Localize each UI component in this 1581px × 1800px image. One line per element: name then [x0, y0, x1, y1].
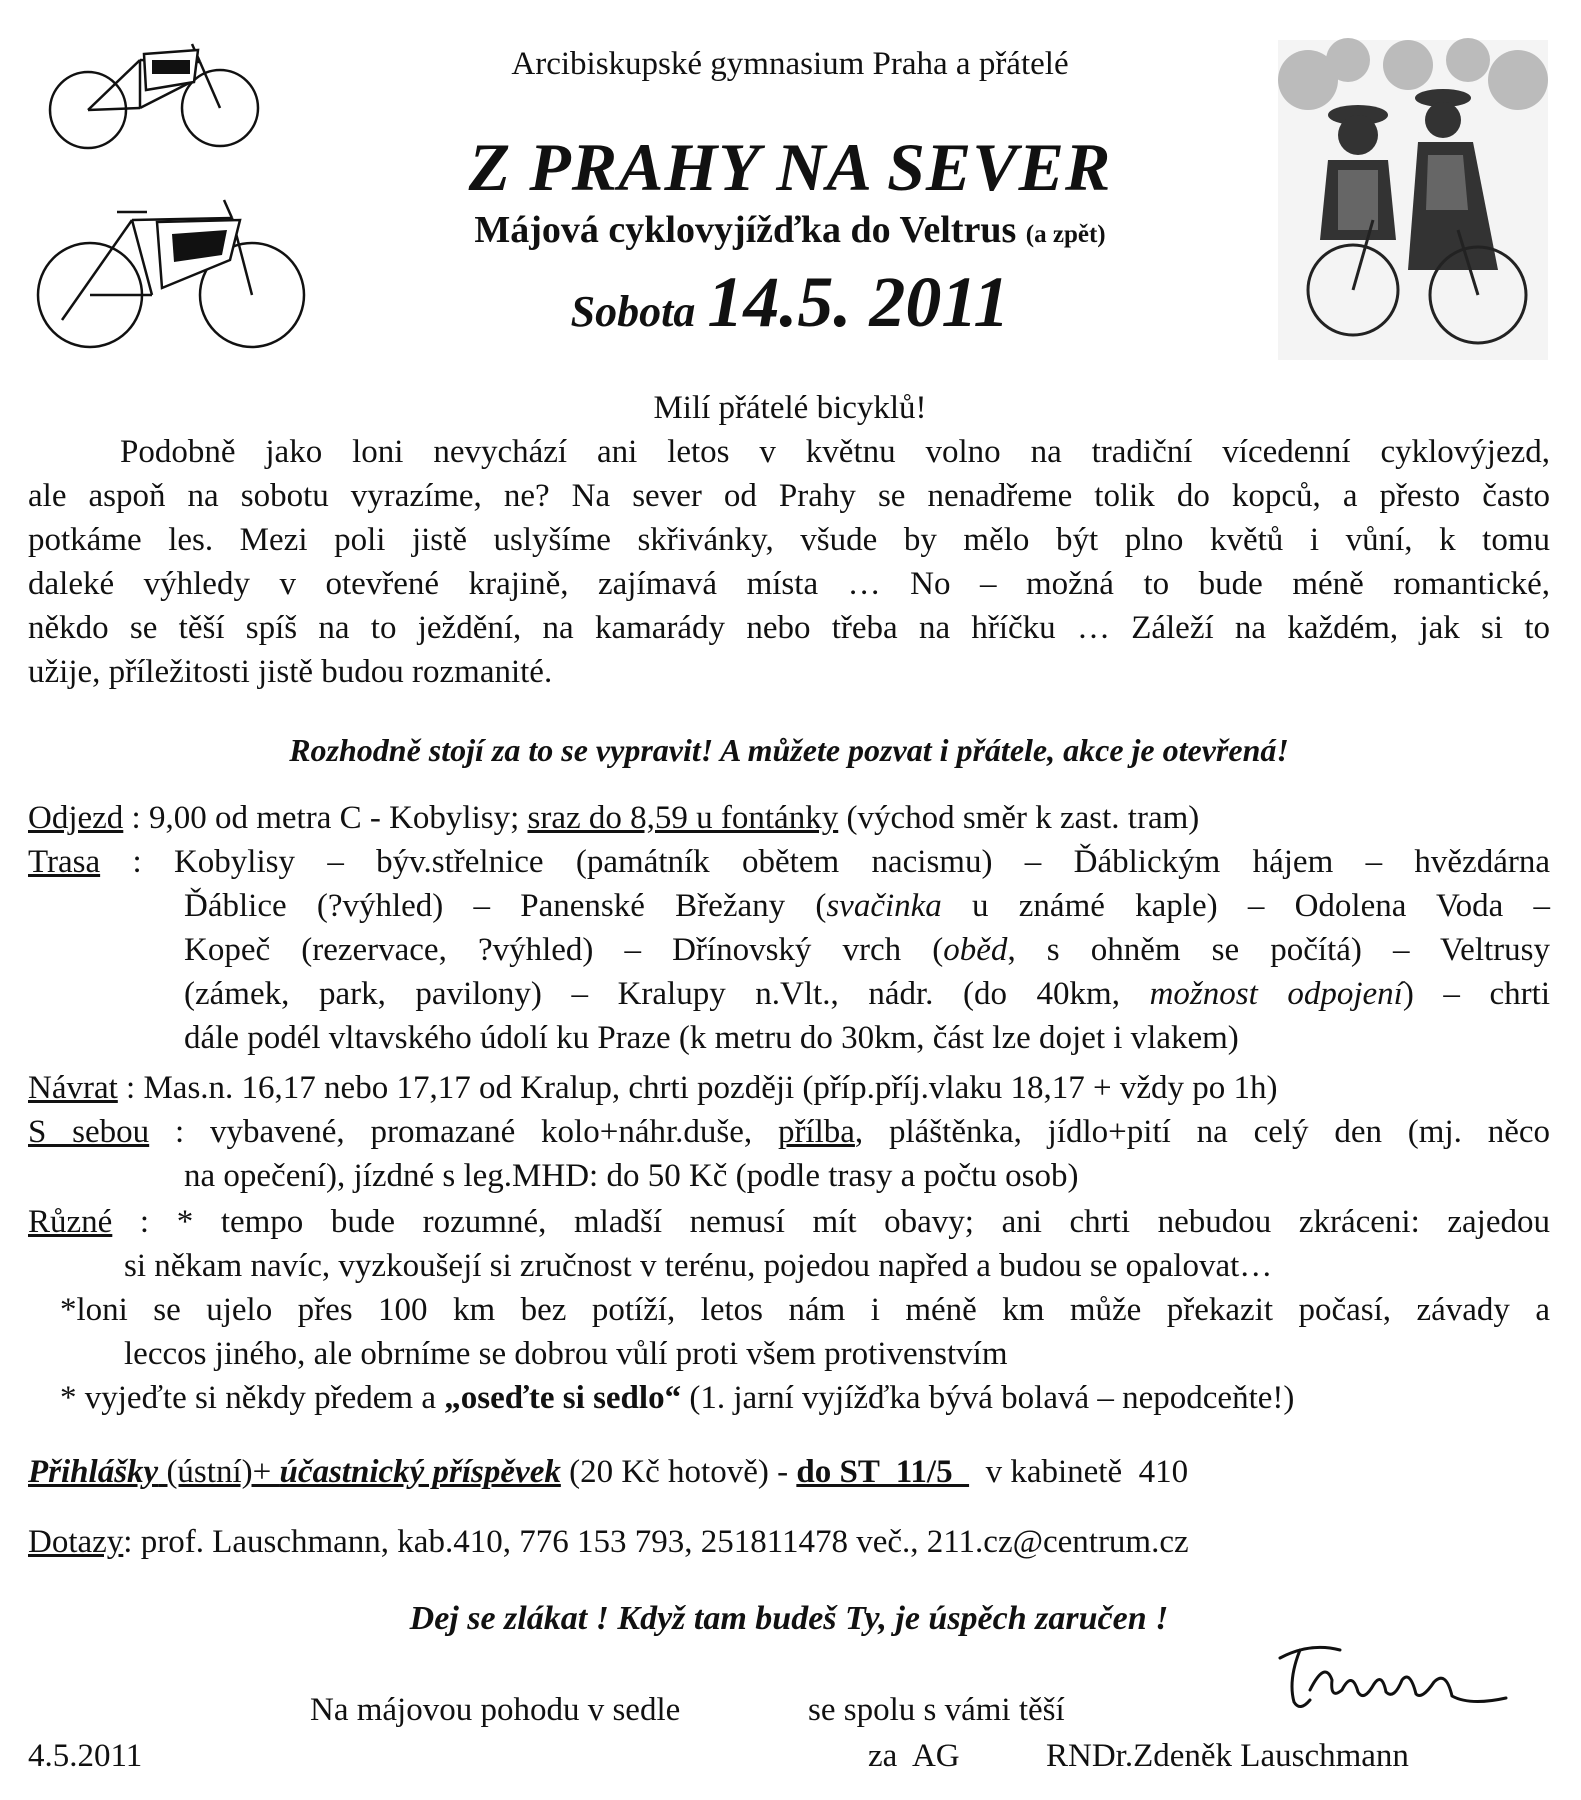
registration-row	[28, 1450, 1188, 1494]
registration-label: Přihlášky	[28, 1454, 159, 1490]
trasa-line	[184, 928, 1550, 972]
trasa-label: Trasa	[28, 844, 101, 880]
greeting: Milí přátelé bicyklů!	[653, 390, 927, 426]
contact-row	[28, 1520, 1189, 1564]
trasa-lunch: oběd	[943, 932, 1008, 968]
trasa-line: dále podél vltavského údolí ku Praze (k metru do 30km, část lze dojet i vlakem)	[184, 1020, 1239, 1056]
bicycle-icon	[22, 200, 312, 350]
bicycle-icon	[40, 40, 270, 150]
intro-line: potkáme les. Mezi poli jistě uslyšíme skřivánky, všude by mělo být plno květů i vůní, k tomu	[28, 522, 1550, 558]
footer-right: se spolu s vámi těší	[808, 1692, 1065, 1728]
ssebou-row	[28, 1110, 1550, 1154]
trasa-text: Kopeč (rezervace, ?výhled) – Dřínovský vrch (	[184, 932, 944, 968]
ssebou-text: , pláštěnka, jídlo+pití na celý den (mj. něco	[854, 1114, 1550, 1150]
trasa-text: u známé kaple) – Odolena Voda –	[941, 888, 1550, 924]
event-date-value: 14.5. 2011	[707, 262, 1010, 342]
subtitle-main: Májová cyklovyjížďka do Veltrus	[474, 209, 1017, 251]
odjezd-note: (východ směr k zast. tram)	[838, 800, 1200, 836]
registration-fee-label: účastnický příspěvek	[279, 1454, 561, 1490]
ruzne-row	[28, 1200, 1550, 1244]
trasa-option: možnost odpojení	[1149, 976, 1403, 1012]
footer-left: Na májovou pohodu v sedle	[310, 1692, 681, 1728]
intro-line: užije, příležitosti jistě budou rozmanité.	[28, 654, 553, 690]
navrat-row	[28, 1066, 1277, 1110]
trasa-text: Ďáblice (?výhled) – Panenské Břežany (	[184, 888, 827, 924]
ruzne-text: : * tempo bude rozumné, mladší nemusí mít obavy; ani chrti nebudou zkráceni: zajedou	[112, 1204, 1550, 1240]
ruzne-line: si někam navíc, vyzkoušejí si zručnost v terénu, pojedou napřed a budou se opalovat…	[124, 1248, 1273, 1284]
ssebou-text: : vybavené, promazané kolo+náhr.duše,	[149, 1114, 778, 1150]
ruzne-line	[60, 1376, 1294, 1420]
ruzne-line: *loni se ujelo přes 100 km bez potíží, letos nám i méně km může překazit počasí, závady a	[60, 1292, 1550, 1328]
odjezd-meeting: sraz do 8,59 u fontánky	[527, 800, 839, 836]
ruzne-text: (1. jarní vyjížďka bývá bolavá – nepodceňte!)	[681, 1380, 1295, 1416]
footer-author: RNDr.Zdeněk Lauschmann	[1046, 1738, 1409, 1774]
subtitle	[330, 206, 1250, 259]
footer-date: 4.5.2011	[28, 1738, 143, 1774]
ssebou-label: S sebou	[28, 1114, 150, 1150]
navrat-text: : Mas.n. 16,17 nebo 17,17 od Kralup, chrti později (příp.příj.vlaku 18,17 + vždy po 1h)	[117, 1070, 1278, 1106]
trasa-line	[184, 972, 1550, 1016]
signature	[1270, 1640, 1520, 1730]
trasa-text: , s ohněm se počítá) – Veltrusy	[1007, 932, 1550, 968]
slogan: Dej se zlákat ! Když tam budeš Ty, je úspěch zaručen !	[409, 1600, 1169, 1637]
intro-line: Podobně jako loni nevychází ani letos v květnu volno na tradiční vícedenní cyklovýjezd,	[120, 434, 1550, 470]
subtitle-note: (a zpět)	[1025, 221, 1106, 248]
registration-place: v kabinetě 410	[969, 1454, 1189, 1490]
ssebou-helmet: přílba	[777, 1114, 855, 1150]
ruzne-label: Různé	[28, 1204, 113, 1240]
tagline: Rozhodně stojí za to se vypravit! A můžete pozvat i přátele, akce je otevřená!	[289, 732, 1289, 768]
intro-line: daleké výhledy v otevřené krajině, zajímavá místa … No – možná to bude méně romantické,	[28, 566, 1550, 602]
intro-line: někdo se těší spíš na to ježdění, na kamarády nebo třeba na hříčku … Záleží na každém, jak si to	[28, 610, 1550, 646]
trasa-row	[28, 840, 1550, 884]
intro-line: ale aspoň na sobotu vyrazíme, ne? Na sever od Prahy se nenadřeme tolik do kopců, a přesto často	[28, 478, 1550, 514]
vintage-cyclists-illustration	[1278, 40, 1548, 360]
trasa-snack: svačinka	[826, 888, 942, 924]
event-day: Sobota	[570, 287, 696, 336]
ruzne-text: * vyjeďte si někdy předem a	[60, 1380, 445, 1416]
odjezd-time: : 9,00 od metra C - Kobylisy;	[123, 800, 528, 836]
ssebou-line: na opečení), jízdné s leg.MHD: do 50 Kč (podle trasy a počtu osob)	[184, 1158, 1079, 1194]
registration-oral: (ústní)+	[158, 1454, 280, 1490]
trasa-text: (zámek, park, pavilony) – Kralupy n.Vlt., nádr. (do 40km,	[184, 976, 1150, 1012]
contact-label: Dotazy	[28, 1524, 124, 1560]
page-title: Z PRAHY NA SEVER	[468, 129, 1112, 205]
ruzne-saddle: „oseďte si sedlo“	[444, 1380, 682, 1416]
trasa-line: : Kobylisy – býv.střelnice (památník obětem nacismu) – Ďáblickým hájem – hvězdárna	[100, 844, 1550, 880]
trasa-text: ) – chrti	[1402, 976, 1550, 1012]
registration-deadline: do ST 11/5	[796, 1454, 970, 1490]
odjezd-label: Odjezd	[28, 800, 124, 836]
ruzne-line: leccos jiného, ale obrníme se dobrou vůlí proti všem protivenstvím	[124, 1336, 1008, 1372]
footer-org: za AG	[868, 1738, 960, 1774]
contact-text: : prof. Lauschmann, kab.410, 776 153 793, 251811478 več., 211.cz@centrum.cz	[123, 1524, 1189, 1560]
registration-fee: (20 Kč hotově) -	[560, 1454, 797, 1490]
navrat-label: Návrat	[28, 1070, 118, 1106]
odjezd-row	[28, 796, 1199, 840]
trasa-line	[184, 884, 1550, 928]
school-name: Arcibiskupské gymnasium Praha a přátelé	[511, 46, 1069, 82]
event-date	[330, 262, 1250, 362]
